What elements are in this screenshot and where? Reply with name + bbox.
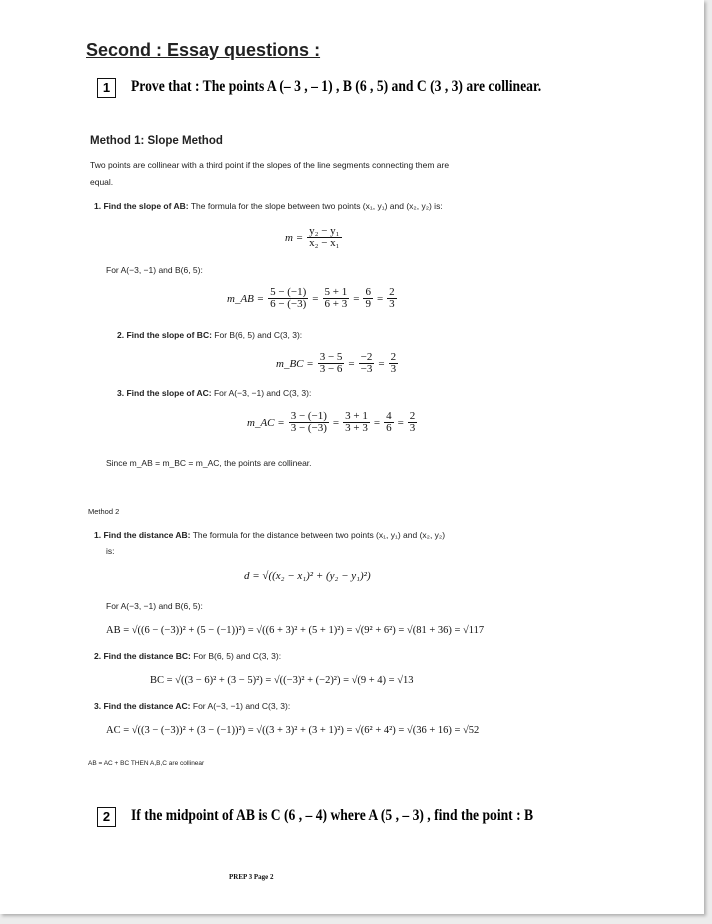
m2-step-2-text: For B(6, 5) and C(3, 3): — [193, 651, 282, 661]
step-1-label: 1. Find the slope of AB: — [94, 201, 189, 211]
mbc-lhs: m_BC = — [276, 357, 314, 370]
m2-step-1-text: The formula for the distance between two points (x₁, y₁) and (x₂, y₂) — [192, 530, 446, 540]
method-2-conclusion: AB = AC + BC THEN A,B,C are collinear — [88, 760, 205, 767]
formula-lhs: m = — [285, 231, 304, 244]
m2-step-1-line — [94, 530, 445, 540]
step-2-label: 2. Find the slope of BC: — [117, 330, 212, 340]
frac-den: 3 — [389, 298, 395, 310]
frac-den: 3 − (−3) — [290, 422, 327, 434]
slope-ab-calc: m_AB = $\frac{5 - (-1)}{6 - (-3)}$ = $\frac{5 + 1}{6 + 3}$ = $\frac{6}{9}$ = $\frac{2}{3}$ — [227, 286, 395, 310]
formula-denominator: x₂ − x₁ — [309, 237, 340, 249]
method-1-intro: Two points are collinear with a third point if the slopes of the line segments connecting them are — [90, 160, 450, 170]
page-footer: PREP 3 Page 2 — [229, 873, 274, 881]
frac-den: −3 — [360, 363, 373, 375]
slope-bc-calc: m_BC = $\frac{3 - 5}{3 - 6}$ = $\frac{-2}{-3}$ = $\frac{2}{3}$ — [276, 351, 397, 375]
m2-step-3-line — [94, 701, 290, 711]
frac-den: 3 + 3 — [345, 422, 368, 434]
m2-step-1-label: 1. Find the distance AB: — [94, 530, 191, 540]
m2-step-2-line — [94, 651, 281, 661]
frac-num: −2 — [360, 351, 373, 363]
m2-step-3-label: 3. Find the distance AC: — [94, 701, 191, 711]
question-2-text: If the midpoint of AB is C (6 , – 4) where A (5 , – 3) , find the point : B — [131, 807, 534, 824]
frac-num: 3 − 5 — [319, 351, 343, 363]
m2-step-2-label: 2. Find the distance BC: — [94, 651, 191, 661]
question-number-box: 2 — [97, 807, 116, 827]
distance-ac-calc: AC = √((3 − (−3))² + (3 − (−1))²) = √((3 + 3)² + (3 + 1)²) = √(6² + 4²) = √(36 + 16) = √52 — [106, 725, 480, 736]
frac-den: 3 — [390, 363, 397, 375]
frac-num: 3 + 1 — [345, 410, 368, 422]
step-3-text: For A(−3, −1) and C(3, 3): — [213, 388, 312, 398]
frac-den: 6 − (−3) — [270, 298, 307, 310]
m2-step-1-is: is: — [106, 546, 115, 556]
frac-den: 3 − 6 — [319, 363, 343, 375]
frac-den: 9 — [365, 298, 371, 310]
method-1-intro-cont: equal. — [90, 177, 114, 187]
slope-formula — [285, 226, 343, 249]
mab-lhs: m_AB = — [227, 292, 265, 305]
distance-formula: d = √((x₂ − x₁)² + (y₂ − y₁)²) — [244, 570, 371, 582]
for-ab-label: For A(−3, −1) and B(6, 5): — [106, 265, 203, 275]
frac-num: 2 — [390, 351, 397, 363]
method-1-conclusion: Since m_AB = m_BC = m_AC, the points are collinear. — [106, 458, 312, 468]
step-1-line — [94, 201, 443, 211]
frac-den: 6 + 3 — [324, 298, 348, 310]
step-2-line — [117, 330, 302, 340]
mac-lhs: m_AC = — [247, 416, 285, 429]
slope-ac-calc: m_AC = $\frac{3 - (-1)}{3 - (-3)}$ = $\frac{3 + 1}{3 + 3}$ = $\frac{4}{6}$ = $\frac{2}{3}$ — [247, 410, 416, 434]
frac-den: 6 — [386, 422, 392, 434]
step-2-text: For B(6, 5) and C(3, 3): — [214, 330, 303, 340]
method-2-title: Method 2 — [88, 507, 120, 516]
question-1-text: Prove that : The points A (– 3 , – 1) , B (6 , 5) and C (3 , 3) are collinear. — [131, 78, 542, 95]
frac-num: 3 − (−1) — [290, 410, 327, 422]
frac-num: 4 — [386, 410, 392, 422]
step-1-text: The formula for the slope between two points (x₁, y₁) and (x₂, y₂) is: — [190, 201, 443, 211]
method-1-title: Method 1: Slope Method — [90, 135, 223, 147]
frac-num: 2 — [409, 410, 416, 422]
frac-num: 5 − (−1) — [270, 286, 307, 298]
frac-den: 3 — [409, 422, 416, 434]
question-number-box: 1 — [97, 78, 116, 98]
distance-bc-calc: BC = √((3 − 6)² + (3 − 5)²) = √((−3)² + (−2)²) = √(9 + 4) = √13 — [150, 675, 414, 686]
frac-num: 5 + 1 — [324, 286, 348, 298]
section-heading: Second : Essay questions : — [86, 40, 321, 60]
step-3-line — [117, 388, 311, 398]
step-3-label: 3. Find the slope of AC: — [117, 388, 212, 398]
frac-num: 6 — [365, 286, 371, 298]
m2-step-3-text: For A(−3, −1) and C(3, 3): — [192, 701, 291, 711]
frac-num: 2 — [389, 286, 395, 298]
distance-ab-calc: AB = √((6 − (−3))² + (5 − (−1))²) = √((6 + 3)² + (5 + 1)²) = √(9² + 6²) = √(81 + 36) = √117 — [106, 625, 485, 636]
formula-numerator: y₂ − y₁ — [309, 225, 340, 237]
m2-for-ab: For A(−3, −1) and B(6, 5): — [106, 601, 203, 611]
